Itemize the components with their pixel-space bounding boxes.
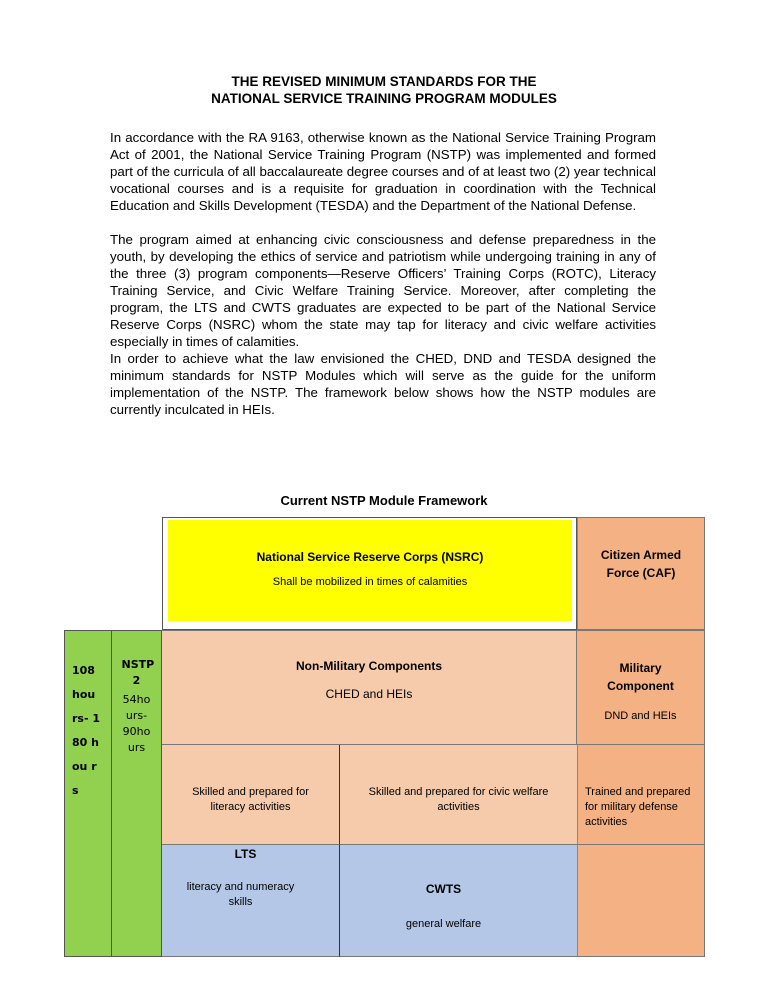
paragraph-2: The program aimed at enhancing civic consciousness and defense preparedness in the youth, by developing the ethics of service and patriotism while undergoing training in any of the three (3) program components—Reserve Officers’ Training Corps (ROTC), Literacy Training Service, and Civic Welfare Training Service. Moreover, after completing the program, the LTS and CWTS graduates are expected to be part of the National Service Reserve Corps (NSRC) whom the state may tap for literacy and civic welfare activities especially in times of calamities. [110,232,656,349]
defense-outcome [577,745,705,845]
document-title [0,73,768,107]
paragraph-3: In order to achieve what the law envisioned the CHED, DND and TESDA designed the minimum standards for NSTP Modules which will serve as the guide for the uniform implementation of the NSTP. The framework below shows how the NSTP modules are currently inculcated in HEIs. [110,351,656,417]
cwts-sub: general welfare [405,918,482,930]
military-sub: DND and HEIs [604,710,677,722]
title-line-2: NATIONAL SERVICE TRAINING PROGRAM MODULES [211,91,557,106]
total-hours-label: 108 hou rs- 180 hou rs [72,664,101,797]
non-military-box [162,630,577,745]
military-box [577,630,705,745]
civic-outcome-text: Skilled and prepared for civic welfare activities [368,786,549,813]
literacy-outcome-text: Skilled and prepared for literacy activities [192,786,309,813]
cwts-box [340,845,577,957]
non-military-sub: CHED and HEIs [325,687,413,701]
nsrc-sub: Shall be mobilized in times of calamities [272,576,468,588]
defense-outcome-text: Trained and prepared for military defense activities [585,786,691,828]
caf-heading: Citizen Armed Force (CAF) [600,548,682,580]
military-heading: Military Component [607,661,674,693]
literacy-outcome [162,745,340,845]
nsrc-heading: National Service Reserve Corps (NSRC) [256,550,484,564]
nstp2-heading: NSTP 2 [121,658,155,687]
caf-box [577,517,705,630]
non-military-heading: Non-Military Components [296,659,442,673]
lts-sub: literacy and numeracy skills [186,881,295,908]
cwts-heading: CWTS [425,882,462,896]
military-empty-box [577,845,705,957]
lts-heading: LTS [234,847,257,861]
figure-title: Current NSTP Module Framework [280,493,488,508]
lts-box [162,845,340,957]
title-line-1: THE REVISED MINIMUM STANDARDS FOR THE [231,74,537,89]
nsrc-frame [162,517,577,630]
civic-outcome [340,745,577,845]
paragraph-1: In accordance with the RA 9163, otherwise known as the National Service Training Program Act of 2001, the National Service Training Program (NSTP) was implemented and formed part of the curricula of all baccalaureate degree courses and of at least two (2) year technical vocational courses and is a requisite for graduation in coordination with the Technical Education and Skills Development (TESDA) and the Department of the National Defense. [110,130,656,213]
nstp2-hours: 54ho urs- 90ho urs [122,693,151,754]
nsrc-box [168,520,572,621]
total-hours-column [64,630,112,957]
